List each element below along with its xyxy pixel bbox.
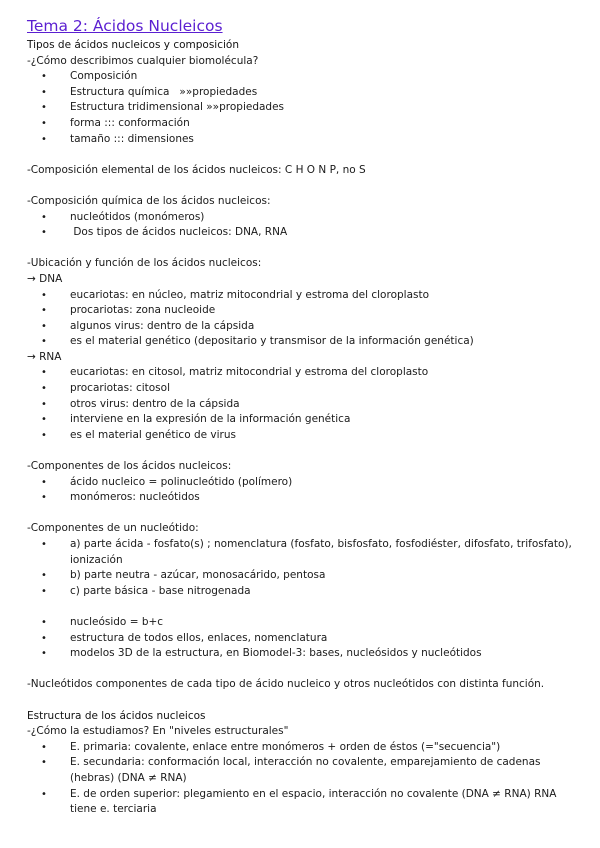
bullet-list-dna [27,288,587,350]
bullet-list-quimica [27,210,587,241]
list-item: • a) parte ácida - fosfato(s) ; nomenclatura (fosfato, bisfosfato, fosfodiéster, difosfato, trifosfato), ionización [27,537,587,568]
bullet-list-componentes [27,475,587,506]
bullet-list-estructura [27,740,587,818]
list-item: • monómeros: nucleótidos [27,490,587,506]
list-item: • Estructura tridimensional »»propiedades [27,100,587,116]
list-item: • Dos tipos de ácidos nucleicos: DNA, RNA [27,225,587,241]
list-item: • E. de orden superior: plegamiento en el espacio, interacción no covalente (DNA ≠ RNA) RNA tiene e. terciaria [27,787,587,818]
dna-label: → DNA [27,272,63,285]
list-item: • es el material genético (depositario y transmisor de la información genética) [27,334,587,350]
estructura-question: -¿Cómo la estudiamos? En "niveles estructurales" [27,725,289,738]
composicion-elemental: -Composición elemental de los ácidos nucleicos: C H O N P, no S [27,163,366,176]
list-item: • algunos virus: dentro de la cápsida [27,319,587,335]
componentes-heading: -Componentes de los ácidos nucleicos: [27,460,232,473]
list-item: • estructura de todos ellos, enlaces, nomenclatura [27,631,587,647]
nucleotido-heading: -Componentes de un nucleótido: [27,522,199,535]
list-item: • procariotas: citosol [27,381,587,397]
ubicacion-heading: -Ubicación y función de los ácidos nucleicos: [27,257,262,270]
list-item: • b) parte neutra - azúcar, monosacárido, pentosa [27,568,587,584]
composicion-quimica-heading: -Composición química de los ácidos nucleicos: [27,194,271,207]
document-page [27,16,587,818]
list-item: • E. secundaria: conformación local, interacción no covalente, emparejamiento de cadenas (hebras) (DNA ≠ RNA) [27,755,587,786]
list-item: • eucariotas: en núcleo, matriz mitocondrial y estroma del cloroplasto [27,288,587,304]
list-item: • Composición [27,69,587,85]
list-item: • forma ::: conformación [27,116,587,132]
list-item: • procariotas: zona nucleoide [27,303,587,319]
list-item: • eucariotas: en citosol, matriz mitocondrial y estroma del cloroplasto [27,365,587,381]
section-subtitle: Tipos de ácidos nucleicos y composición [27,39,239,51]
list-item: • ácido nucleico = polinucleótido (polímero) [27,475,587,491]
bullet-list-descripcion [27,69,587,147]
document-title[interactable]: Tema 2: Ácidos Nucleicos [27,17,223,35]
estructura-subtitle: Estructura de los ácidos nucleicos [27,709,206,722]
bullet-list-nucleosido [27,615,587,662]
list-item: • tamaño ::: dimensiones [27,132,587,148]
list-item: • E. primaria: covalente, enlace entre monómeros + orden de éstos (="secuencia") [27,740,587,756]
list-item: • es el material genético de virus [27,428,587,444]
rna-label: → RNA [27,350,62,363]
list-item: • nucleósido = b+c [27,615,587,631]
list-item: • modelos 3D de la estructura, en Biomodel-3: bases, nucleósidos y nucleótidos [27,646,587,662]
bullet-list-nucleotido [27,537,587,599]
list-item: • nucleótidos (monómeros) [27,210,587,226]
list-item: • interviene en la expresión de la información genética [27,412,587,428]
list-item: • c) parte básica - base nitrogenada [27,584,587,600]
nucleotidos-tipo: -Nucleótidos componentes de cada tipo de ácido nucleico y otros nucleótidos con distinta función. [27,678,545,691]
list-item: • Estructura química »»propiedades [27,85,587,101]
list-item: • otros virus: dentro de la cápsida [27,397,587,413]
bullet-list-rna [27,365,587,443]
question-line: -¿Cómo describimos cualquier biomolécula? [27,54,259,67]
